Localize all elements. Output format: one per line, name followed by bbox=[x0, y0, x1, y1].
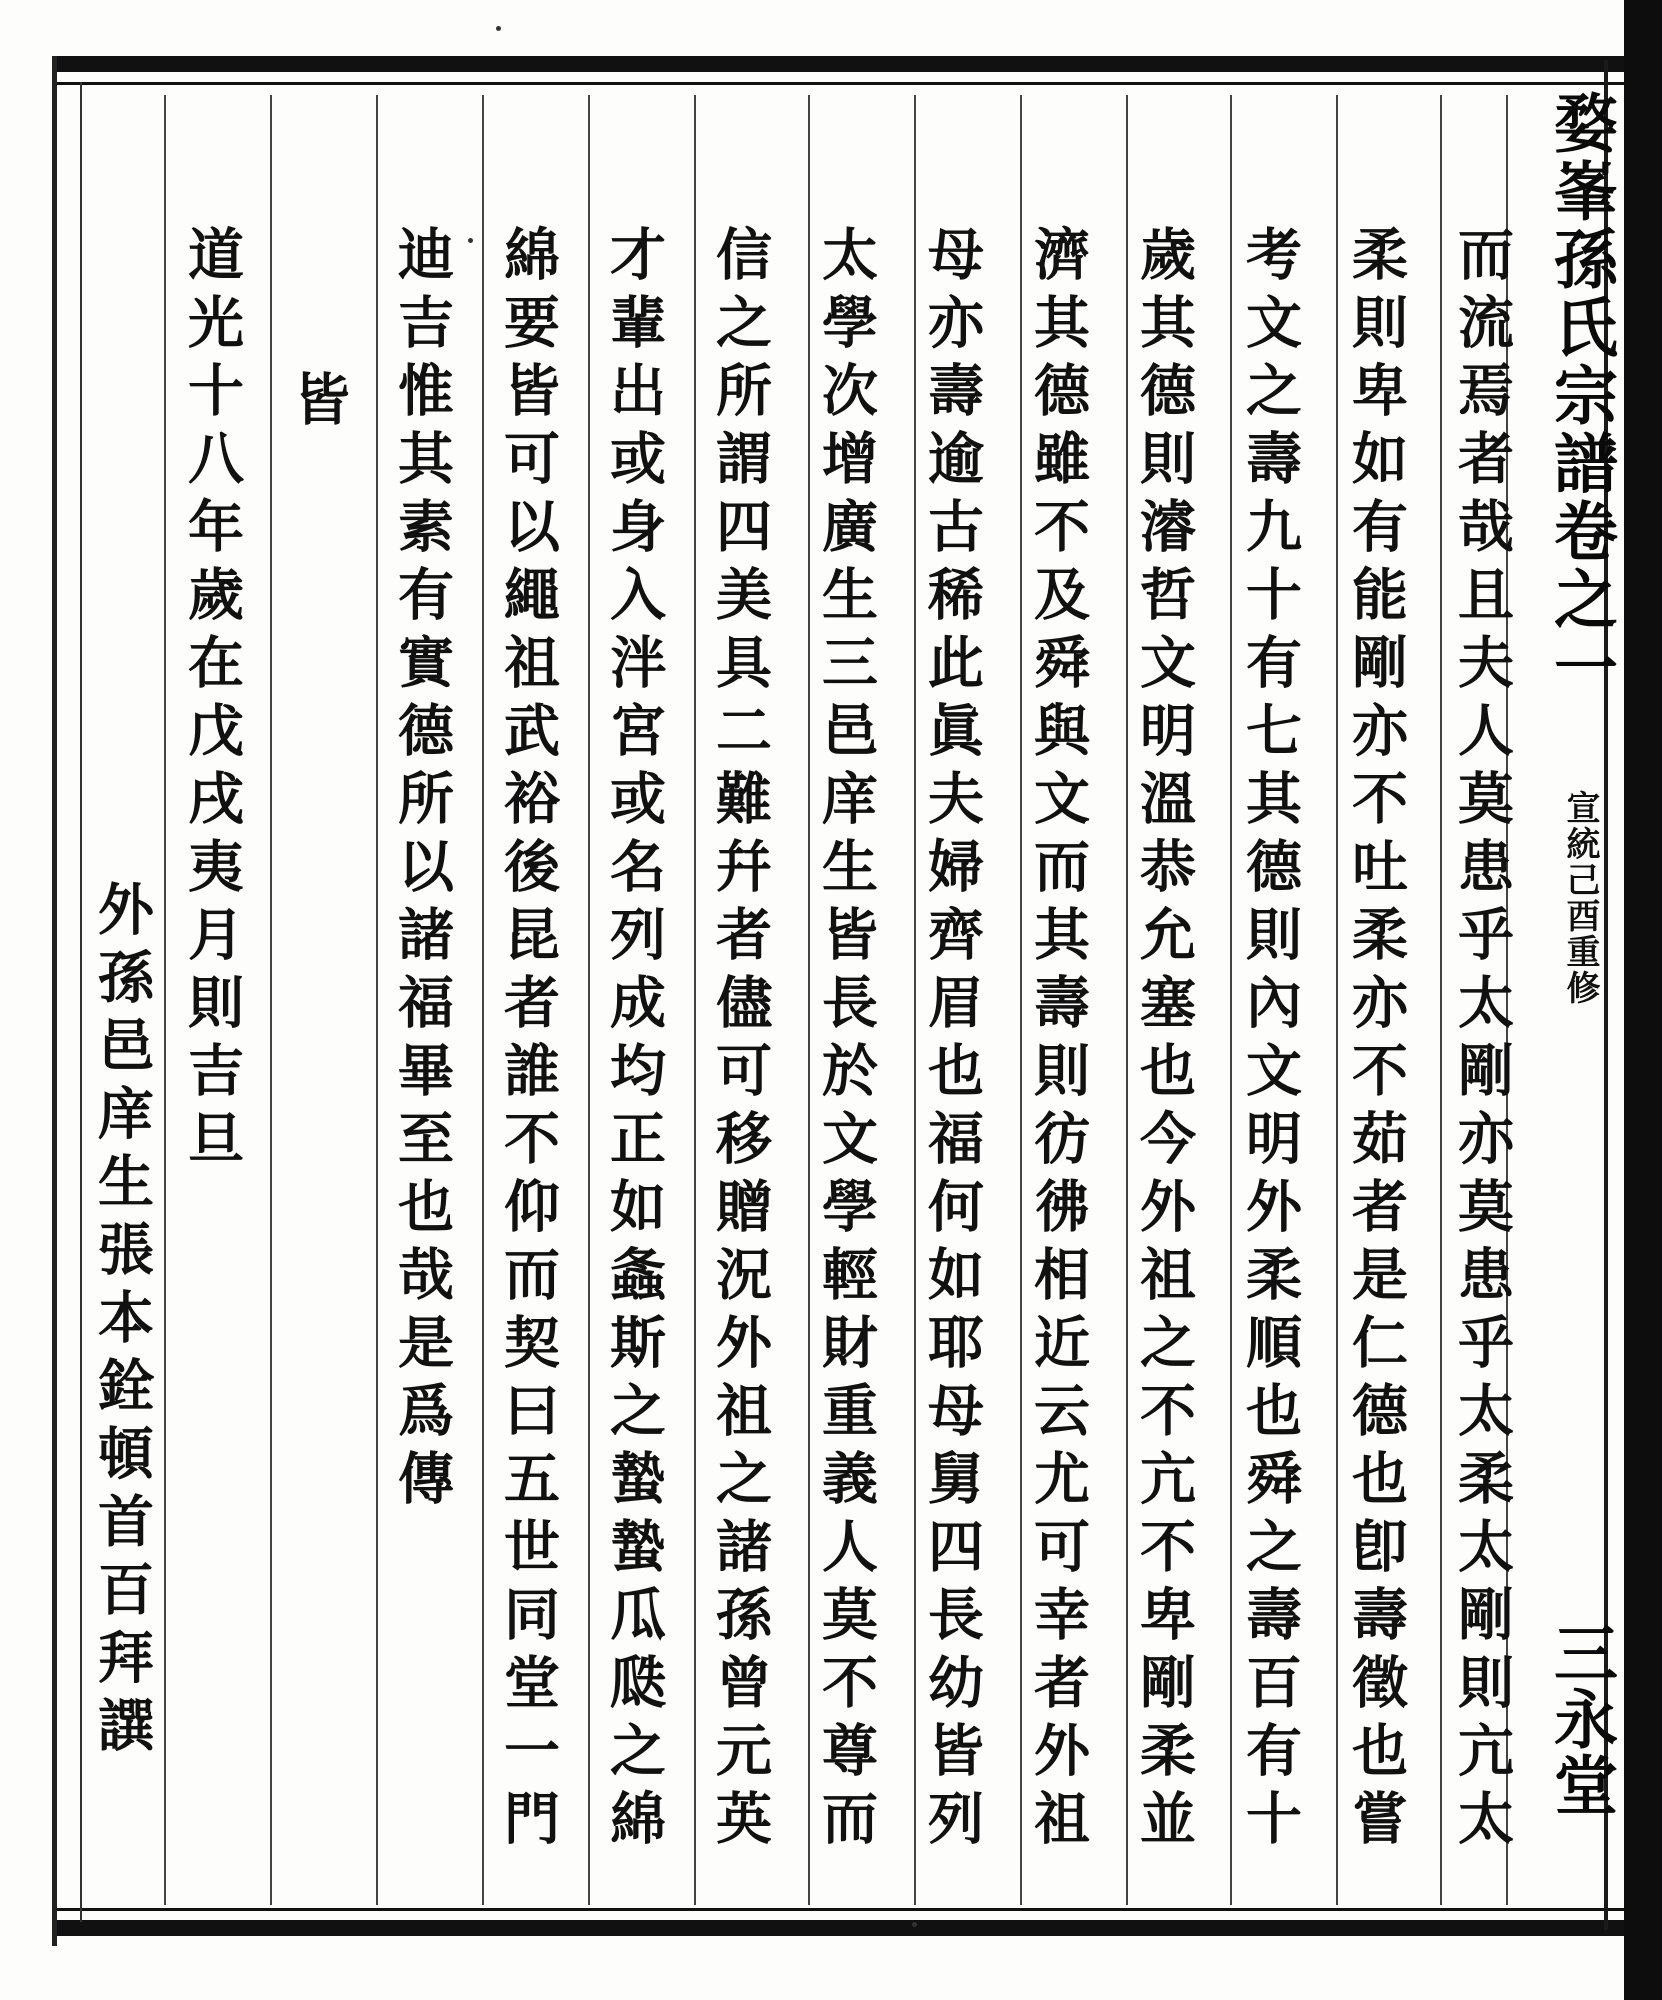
text-column-12: 皆 bbox=[285, 370, 351, 438]
frame-bottom-inner-border bbox=[52, 1908, 1632, 1911]
ink-speck bbox=[912, 1922, 917, 1927]
ink-speck bbox=[496, 26, 501, 31]
column-rule bbox=[588, 95, 590, 1905]
ink-speck bbox=[468, 238, 473, 243]
text-column-3: 考文之壽九十有七其德則內文明外柔順也舜之壽百有十 bbox=[1237, 225, 1303, 1857]
volume-label: 卷之一 bbox=[1543, 498, 1618, 702]
date-column: 道光十八年歲在戊戌夷月則吉旦 bbox=[179, 225, 245, 1177]
column-rule bbox=[270, 95, 272, 1905]
hall-name: 三永堂 bbox=[1543, 1620, 1618, 1818]
frame-top-border bbox=[52, 56, 1632, 72]
page-edge-shadow bbox=[1624, 0, 1662, 2000]
column-rule bbox=[376, 95, 378, 1905]
column-rule bbox=[694, 95, 696, 1905]
text-column-4: 歲其德則濬哲文明溫恭允塞也今外祖之不亢不卑剛柔並 bbox=[1131, 225, 1197, 1857]
book-title bbox=[1540, 90, 1620, 702]
text-column-2: 柔則卑如有能剛亦不吐柔亦不茹者是仁德也卽壽徵也嘗 bbox=[1343, 225, 1409, 1857]
text-column-1: 而流焉者哉且夫人莫患乎太剛亦莫患乎太柔太剛則亢太 bbox=[1449, 225, 1515, 1857]
book-title-text: 婺峯孫氏宗譜 bbox=[1543, 90, 1618, 498]
text-column-10: 綿要皆可以繩祖武裕後昆者誰不仰而契曰五世同堂一門 bbox=[495, 225, 561, 1857]
text-column-7: 太學次增廣生三邑庠生皆長於文學輕財重義人莫不尊而 bbox=[813, 225, 879, 1857]
text-column-5: 濟其德雖不及舜與文而其壽則彷彿相近云尤可幸者外祖 bbox=[1025, 225, 1091, 1857]
frame-left-border bbox=[52, 56, 57, 1946]
text-column-6: 母亦壽逾古稀此眞夫婦齊眉也福何如耶母舅四長幼皆列 bbox=[919, 225, 985, 1857]
column-rule bbox=[164, 95, 166, 1905]
frame-bottom-border bbox=[52, 1920, 1632, 1936]
edition-note: 宣統己酉重修 bbox=[1560, 790, 1600, 1006]
frame-top-inner-border bbox=[52, 82, 1632, 85]
column-rule bbox=[482, 95, 484, 1905]
text-column-9: 才輩出或身入泮宮或名列成均正如螽斯之蟄蟄瓜瓞之綿 bbox=[601, 225, 667, 1857]
text-column-11: 迪吉惟其素有實德所以諸福畢至也哉是爲傳 bbox=[389, 225, 455, 1517]
author-signature-column: 外孫邑庠生張本銓頓首百拜譔 bbox=[89, 880, 155, 1764]
text-column-8: 信之所謂四美具二難幷者儘可移贈況外祖之諸孫曾元英 bbox=[707, 225, 773, 1857]
